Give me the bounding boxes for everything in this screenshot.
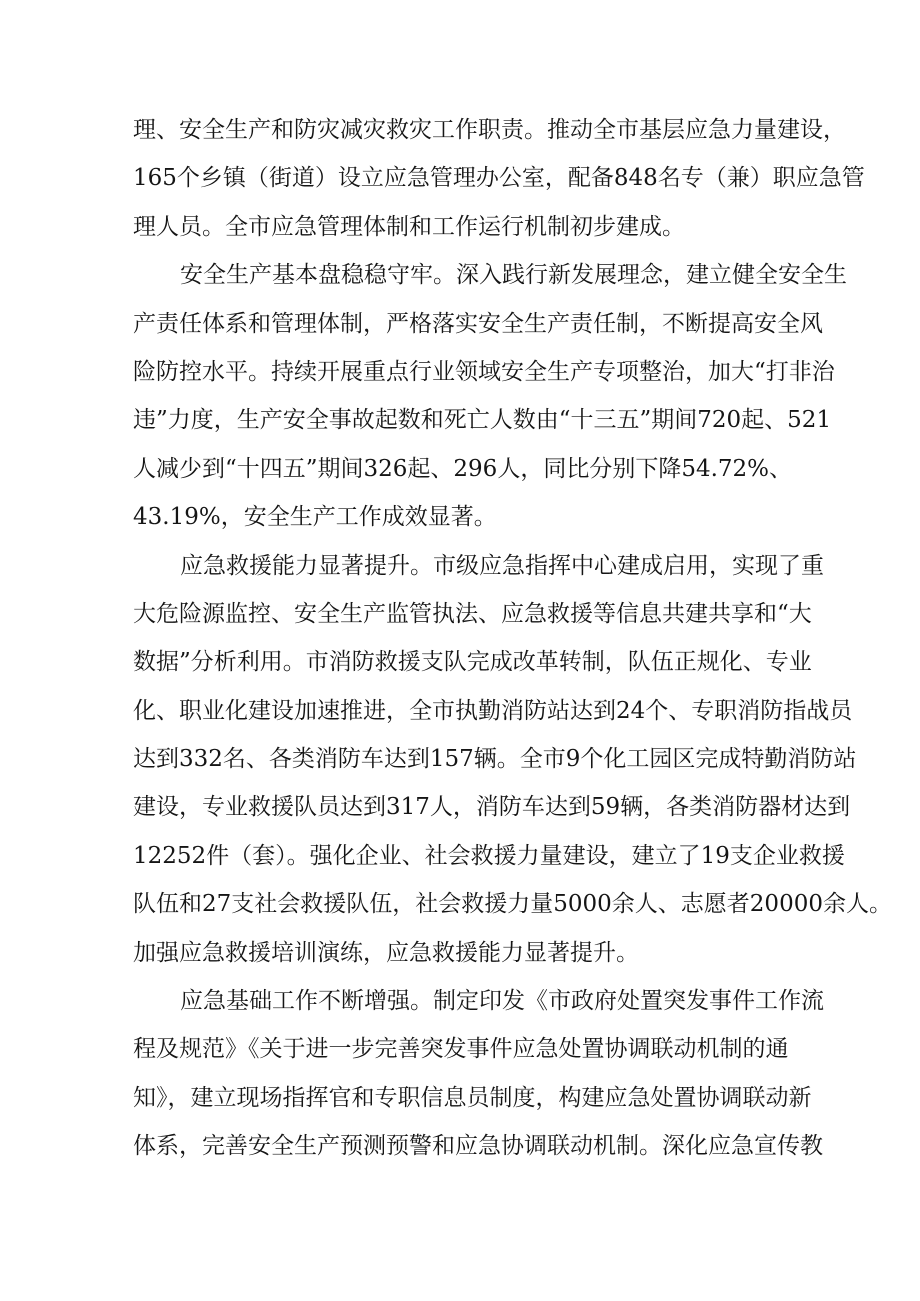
- text-line: 理、安全生产和防灾减灾救灾工作职责。推动全市基层应急力量建设，: [133, 117, 846, 143]
- body-text: [133, 106, 892, 1171]
- text-line: 理人员。全市应急管理体制和工作运行机制初步建成。: [133, 213, 685, 240]
- text-line: 加强应急救援培训演练，应急救援能力显著提升。: [133, 939, 639, 966]
- text-line: 队伍和27支社会救援队伍，社会救援力量5000余人、志愿者20000余人。: [133, 891, 892, 918]
- text-line: 安全生产基本盘稳稳守牢。深入践行新发展理念，建立健全安全生: [180, 262, 847, 289]
- text-line: 体系，完善安全生产预测预警和应急协调联动机制。深化应急宣传教: [133, 1133, 823, 1160]
- paragraph-responsibilities: [133, 106, 865, 251]
- text-line: 人减少到“十四五”期间326起、296人，同比分别下降54.72%、: [133, 455, 793, 482]
- text-line: 知》，建立现场指挥官和专职信息员制度，构建应急处置协调联动新: [133, 1084, 812, 1111]
- text-line: 大危险源监控、安全生产监管执法、应急救援等信息共建共享和“大: [133, 600, 812, 627]
- text-line: 程及规范》《关于进一步完善突发事件应急处置协调联动机制的通: [133, 1036, 789, 1063]
- text-line: 险防控水平。持续开展重点行业领域安全生产专项整治，加大“打非治: [133, 358, 835, 385]
- text-line: 化、职业化建设加速推进，全市执勤消防站达到24个、专职消防指战员: [133, 697, 853, 724]
- text-line: 12252件（套）。强化企业、社会救援力量建设，建立了19支企业救援: [133, 842, 845, 869]
- text-line: 应急基础工作不断增强。制定印发《市政府处置突发事件工作流: [180, 988, 824, 1015]
- text-line: 建设，专业救援队员达到317人，消防车达到59辆，各类消防器材达到: [133, 794, 851, 821]
- text-line: 达到332名、各类消防车达到157辆。全市9个化工园区完成特勤消防站: [133, 746, 857, 773]
- paragraph-safety-production: [133, 251, 848, 541]
- text-line: 165个乡镇（街道）设立应急管理办公室，配备848名专（兼）职应急管: [133, 165, 865, 192]
- text-line: 违”力度，生产安全事故起数和死亡人数由“十三五”期间720起、521: [133, 407, 832, 434]
- text-line: 数据”分析利用。市消防救援支队完成改革转制，队伍正规化、专业: [133, 649, 812, 676]
- text-line: 43.19%，安全生产工作成效显著。: [133, 504, 497, 531]
- paragraph-emergency-foundation: [133, 977, 848, 1171]
- paragraph-emergency-rescue: [133, 542, 892, 978]
- text-line: 应急救援能力显著提升。市级应急指挥中心建成启用，实现了重: [180, 552, 824, 579]
- text-line: 产责任体系和管理体制，严格落实安全生产责任制，不断提高安全风: [133, 310, 823, 337]
